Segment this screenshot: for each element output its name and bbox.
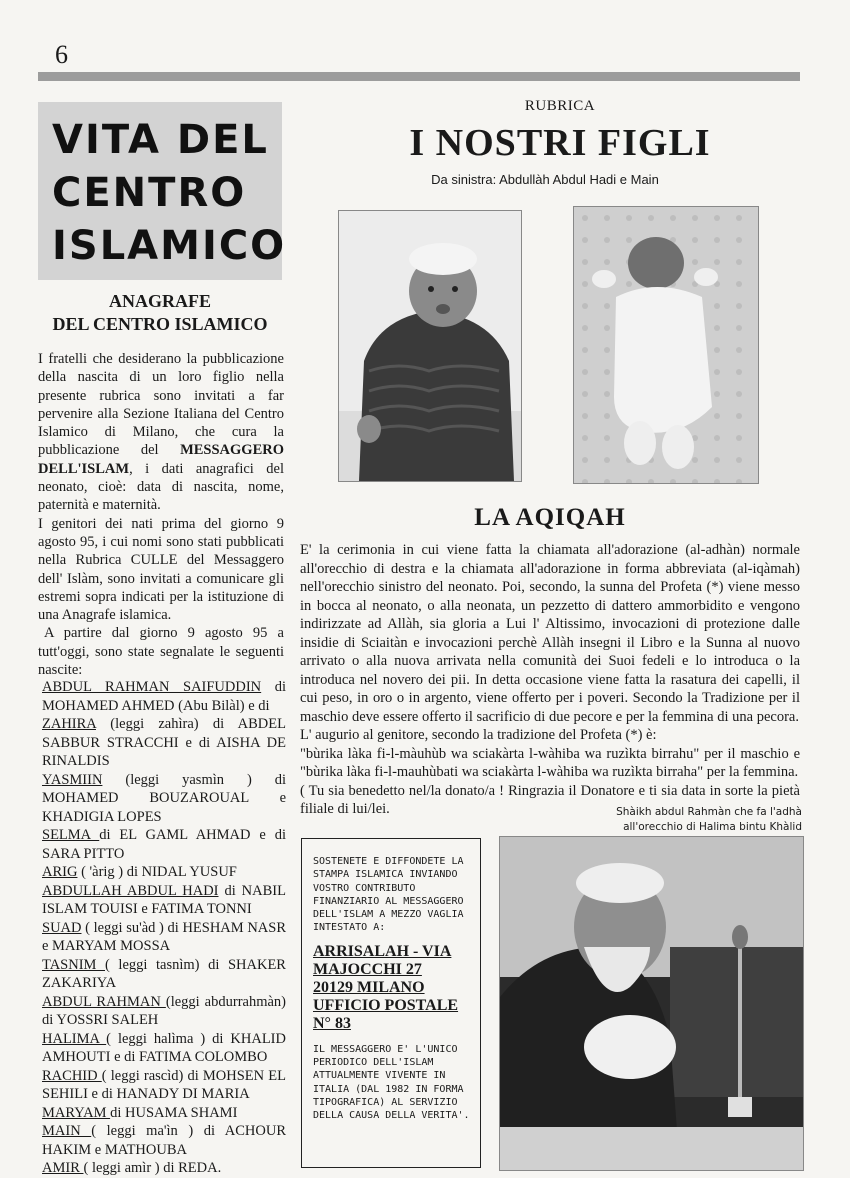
birth-entry [42,1030,286,1067]
section-title-line: ISLAMICO [52,223,287,269]
rubrica-label: RUBRICA [524,98,596,114]
address-line: ARRISALAH - VIA [313,942,452,960]
parents-text: di NABIL ISLAM TOUISI e FATIMA TONNI [42,882,286,917]
child-name: MARYAM [42,1104,111,1121]
caption-line: all'orecchio di Halima bintu Khàlid [623,821,802,833]
periodical-statement: IL MESSAGGERO E' L'UNICO PERIODICO DELL'ISLAM ATTUALMENTE VIVENTE IN ITALIA (DAL 1982 IN FORMA TIPOGRAFICA) AL SERVIZIO DELLA CAUSA DELLA VERITA'. [313,1043,470,1122]
child-name: AMIR [42,1160,84,1176]
section-title-line: CENTRO [52,170,247,216]
shaikh-adhan-photo [499,836,804,1171]
child-name: MAIN [42,1123,92,1139]
shaikh-photo-caption [520,805,802,835]
parents-text: ( leggi amìr ) di REDA. [83,1160,222,1176]
birth-entry [42,863,286,882]
parents-text: (leggi abdurrahmàn) di YOSSRI SALEH [42,993,286,1028]
aqiqah-greeting-translation: ( Tu sia benedetto nel/la donato/a ! Ringrazia il Donatore e ti sia data in sorte la pietà filiale di lui/lei. [300,782,800,817]
address-line: MAJOCCHI 27 [313,960,422,978]
birth-entry [42,1122,286,1159]
parents-text: ( leggi ma'ìn ) di ACHOUR HAKIM e MATHOUBA [42,1123,286,1158]
birth-entry [42,1104,286,1123]
child-name: TASNIM [42,956,106,973]
aqiqah-text [300,541,800,819]
parents-text: (leggi zahìra) di ABDEL SABBUR STRACCHI e di AISHA DE RINALDIS [42,716,286,769]
section-title-block [38,102,287,280]
parents-text: di HUSAMA SHAMI [110,1104,238,1121]
birth-entry [42,1159,286,1178]
child-name: SELMA [42,827,100,843]
child-name: ZAHIRA [42,716,96,732]
birth-entry [42,826,286,863]
birth-entry [42,882,286,919]
intro-paragraph-3: A partire dal giorno 9 agosto 95 a tutt'oggi, sono state segnalate le seguenti nascite: [38,625,284,679]
anagrafe-heading [38,290,282,336]
child-name: RACHID [42,1067,102,1084]
parents-text: ( 'àrig ) di NIDAL YUSUF [77,864,237,880]
birth-entry [42,956,286,993]
support-appeal-text: SOSTENETE E DIFFONDETE LA STAMPA ISLAMICA INVIANDO VOSTRO CONTRIBUTO FINANZIARIO AL MESSAGGERO DELL'ISLAM A MEZZO VAGLIA INTESTATO A: [313,856,464,934]
intro-bold: MESSAGGERO DELL'ISLAM [38,442,284,477]
child-name: ABDUL RAHMAN SAIFUDDIN [42,679,262,695]
child-name: ABDULLAH ABDUL HADI [42,882,219,899]
photos-caption: Da sinistra: Abdullàh Abdul Hadi e Main [431,172,659,187]
aqiqah-heading: LA AQIQAH [474,504,626,531]
address-line: UFFICIO POSTALE N° 83 [313,996,459,1032]
rubrica-title: I NOSTRI FIGLI [409,122,711,164]
birth-entry [42,993,286,1030]
parents-text: ( leggi rascìd) di MOHSEN EL SEHILI e di HANADY DI MARIA [42,1067,286,1102]
birth-entry [42,1067,286,1104]
parents-text: (leggi yasmìn ) di MOHAMED BOUZAROUAL e KHADIGIA LOPES [42,771,286,825]
parents-text: ( leggi halìma ) di KHALID AMHOUTI e di FATIMA COLOMBO [42,1030,286,1065]
anagrafe-heading-line1: ANAGRAFE [109,291,211,311]
aqiqah-paragraph: E' la cerimonia in cui viene fatta la chiamata all'adorazione (al-adhàn) normale all'orecchio di destra e la chiamata all'adorazione in forma abbreviata (al-iqàmah) nell'orecchio sinistro del neonato. Poi, secondo, la sunna del Profeta (*) viene messo in bocca al neonato, o alla neonata, un pezzetto di dattero ammorbidito e vengono indirizzate ad Allàh, sia gloria a Lui l' Altissimo, invocazioni di protezione dalle insidie di Sciaitàn e invocazioni perchè Allàh insegni il Libro e la Sunna al nuovo arrivato o alla nuova arrivata nella comunità dei Suoi fedeli e lo introduca o la introduca nel novero dei pii. In detta occasione viene fatta la rasatura dei capelli, il cui peso, in oro o in argento, viene offerto per i poveri. Secondo la Tradizione per il maschio deve essere offerto il sacrificio di due pecore e per la femmina di una pecora. [300,542,800,725]
parents-text: di MOHAMED AHMED (Abu Bilàl) e di [42,679,287,714]
intro-text: I fratelli che desiderano la pubblicazione della nascita di un loro figlio nella presente rubrica sono invitati a far pervenire alla Sezione Italiana del Centro Islamico di Milano, che cura la pubblicazione del [38,351,284,459]
postal-address [313,943,470,1033]
child-name: ABDUL RAHMAN [42,993,166,1010]
anagrafe-heading-line2: DEL CENTRO ISLAMICO [52,314,268,334]
intro-paragraph-2: I genitori dei nati prima del giorno 9 agosto 95, i cui nomi sono stati pubblicati nella Rubrica CULLE del Messaggero dell' Islàm, sono invitati a comunicare gli estremi sopra indicati per la istituzione di una Anagrafe islamica. [38,515,284,624]
parents-text: ( leggi su'àd ) di HESHAM NASR e MARYAM MOSSA [42,919,286,954]
intro-text: , i dati anagrafici del neonato, cioè: data di nascita, nome, paternità e maternità. [38,460,284,514]
birth-entry [42,678,286,715]
section-title-line: VITA DEL [52,117,269,163]
baby-boy-photo [338,210,522,482]
births-list [42,678,286,1178]
aqiqah-greeting-intro: L' augurio al genitore, secondo la tradizione del Profeta (*) è: [300,727,657,743]
child-name: ARIG [42,864,78,880]
page-number: 6 [55,40,68,69]
address-line: 20129 MILANO [313,978,425,996]
caption-line: Shàikh abdul Rahmàn che fa l'adhà [616,806,802,818]
anagrafe-intro [38,350,284,679]
parents-text: ( leggi tasnìm) di SHAKER ZAKARIYA [42,956,286,991]
birth-entry [42,715,286,771]
birth-entry [42,919,286,956]
intro-paragraph-1 [38,350,284,515]
child-name: YASMIIN [42,771,103,788]
baby-girl-photo [573,206,759,484]
child-name: SUAD [42,919,82,936]
birth-entry [42,771,286,827]
child-name: HALIMA [42,1030,107,1047]
header-rule [38,72,800,81]
parents-text: di EL GAML AHMAD e di SARA PITTO [42,827,286,862]
aqiqah-greeting-formula: "bùrika làka fi-l-màuhùb wa sciakàrta l-wàhiba wa ruzìkta birrahu" per il maschio e "bùrika làka fi-l-mauhùbati wa sciakàrta l-wàhiba wa ruzìkta birraha" per la femmina. [300,745,800,780]
support-notice-box [301,838,481,1168]
